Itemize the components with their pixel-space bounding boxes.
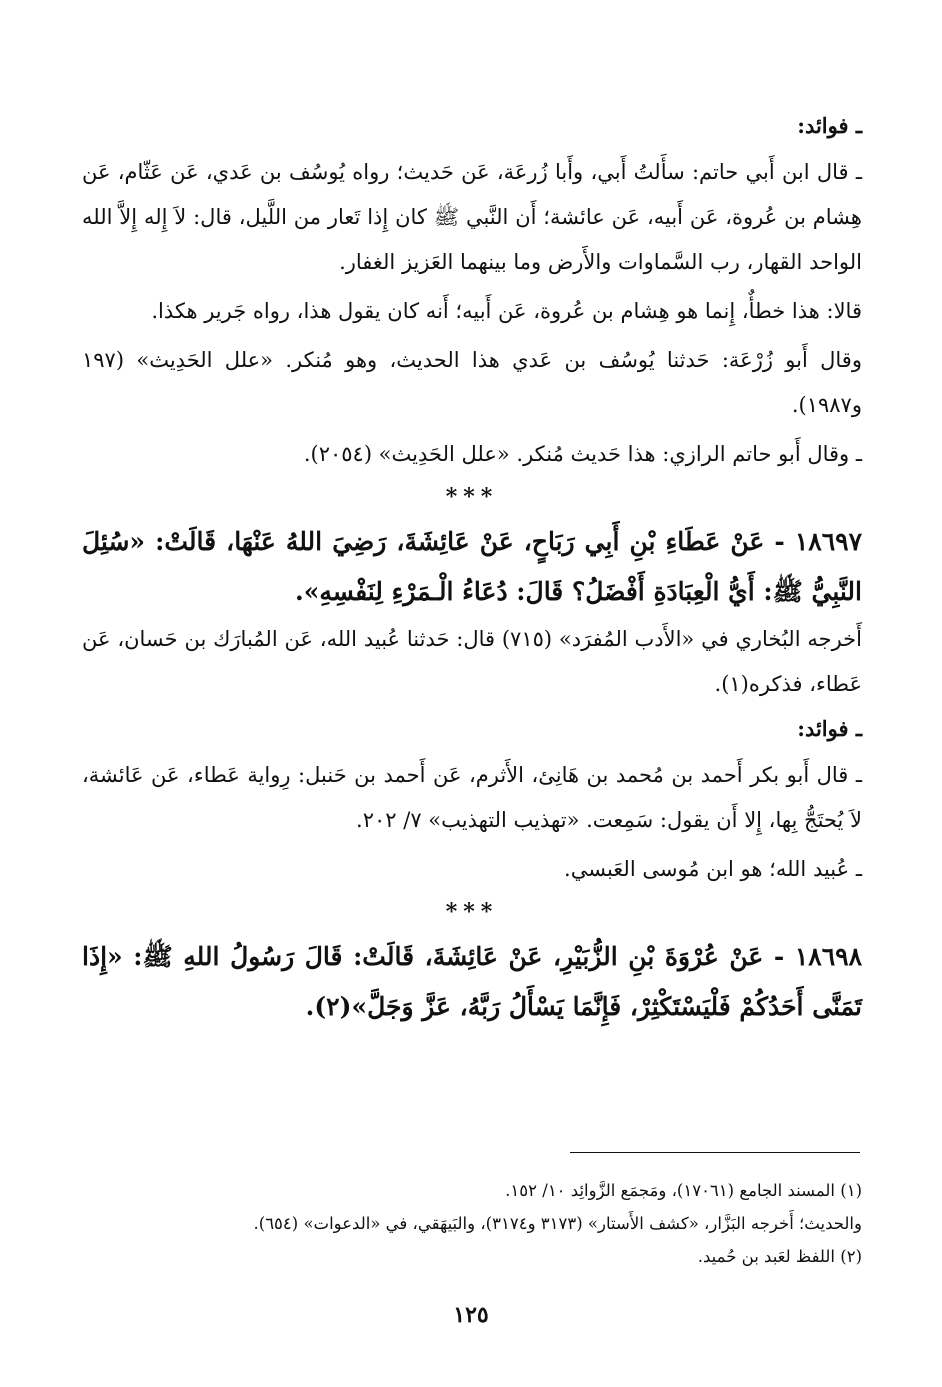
footnote-1-continued: والحديث؛ أَخرجه البَزَّار، «كشف الأَستار» (٣١٧٣ و٣١٧٤)، والبَيهَقي، في «الدعوات» (٦٥٤). (253, 1214, 862, 1233)
paragraph-abu-zura: وقال أَبو زُرْعَة: حَدثنا يُوسُف بن عَدي هذا الحديث، وهو مُنكر. «علل الحَدِيث» (١٩٧ و١٩٨٧). (82, 348, 862, 417)
page-number: ١٢٥ (453, 1302, 489, 1328)
section-divider-stars: *** (445, 484, 499, 510)
hadith-18698: ١٨٦٩٨ - عَنْ عُرْوَةَ بْنِ الزُّبَيْرِ، عَنْ عَائِشَةَ، قَالَتْ: قَالَ رَسُولُ اللهِ ﷺ: «إِذَا تَمَنَّى أَحَدُكُمْ فَلْيَسْتَكْثِرْ، فَإِنَّمَا يَسْأَلُ رَبَّهُ، عَزَّ وَجَلَّ»(٢). (82, 942, 862, 1021)
footnote-2: (٢) اللفظ لعَبد بن حُميد. (697, 1247, 862, 1266)
section-divider-stars: *** (445, 899, 499, 925)
paragraph-athram: ـ قال أَبو بكر أَحمد بن مُحمد بن هَانِئ، الأَثرم، عَن أَحمد بن حَنبل: رِواية عَطاء، عَن عَائشة، لاَ يُحتَجُّ بِها، إِلا أَن يقول: سَمِعت. «تهذيب التهذيب» ٧/ ٢٠٢. (82, 763, 862, 832)
paragraph-ibn-abi-hatim: ـ قال ابن أَبي حاتم: سأَلتُ أَبي، وأَبا زُرعَة، عَن حَديث؛ رواه يُوسُف بن عَدي، عَن عَثّام، عَن هِشام بن عُروة، عَن أَبيه، عَن عائشة؛ أَن النَّبي ﷺ كان إِذا تَعار من اللَّيل، قال: لاَ إِله إِلاَّ الله الواحد القهار، رب السَّماوات والأَرض وما بينهما العَزيز الغفار. (82, 160, 862, 274)
footnote-1: (١) المسند الجامع (١٧٠٦١)، ومَجمَع الزَّوائِد ١٠/ ١٥٢. (505, 1181, 862, 1200)
section-heading-fawaid-2: ـ فوائد: (797, 716, 862, 741)
page-body (82, 108, 862, 1032)
section-heading-fawaid-1: ـ فوائد: (797, 113, 862, 138)
paragraph-qala: قالا: هذا خطأٌ، إِنما هو هِشام بن عُروة، عَن أَبيه؛ أَنه كان يقول هذا، رواه جَرير هكذا. (151, 299, 862, 323)
takhrij-18697: أَخرجه البُخاري في «الأَدب المُفرَد» (٧١٥) قال: حَدثنا عُبيد الله، عَن المُبارَك بن حَسان، عَن عَطاء، فذكره(١). (82, 627, 862, 696)
hadith-18697: ١٨٦٩٧ - عَنْ عَطَاءِ بْنِ أَبِي رَبَاحٍ، عَنْ عَائِشَةَ، رَضِيَ اللهُ عَنْهَا، قَالَتْ: «سُئِلَ النَّبِيُّ ﷺ: أَيُّ الْعِبَادَةِ أَفْضَلُ؟ قَالَ: دُعَاءُ الْـمَرْءِ لِنَفْسِهِ». (82, 527, 862, 606)
paragraph-ubaydullah: ـ عُبيد الله؛ هو ابن مُوسى العَبسي. (564, 857, 862, 881)
paragraph-abu-hatim-razi: ـ وقال أَبو حاتم الرازي: هذا حَديث مُنكر. «علل الحَدِيث» (٢٠٥٤). (303, 442, 862, 466)
footnote-separator (570, 1152, 860, 1153)
footnotes (82, 1174, 862, 1273)
